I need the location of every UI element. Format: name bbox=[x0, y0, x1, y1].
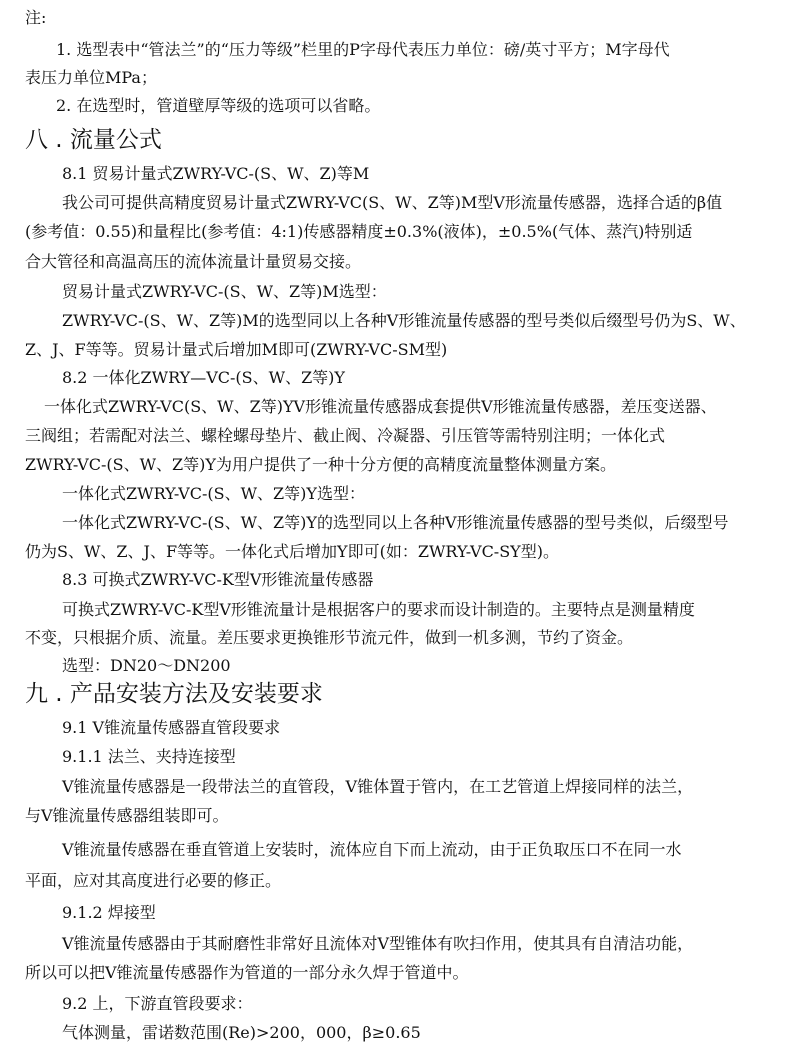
section-9-1-2-title: 9.1.2 焊接型 bbox=[62, 903, 156, 922]
section-9-1-title: 9.1 V锥流量传感器直管段要求 bbox=[62, 718, 281, 737]
section-8-1-selection-line-1: ZWRY-VC-(S、W、Z等)M的选型同以上各种V形锥流量传感器的型号类似后缀型号仍为S、W、 bbox=[62, 311, 746, 330]
section-9-1-2-paragraph-line-1: V锥流量传感器由于其耐磨性非常好且流体对V型锥体有吹扫作用，使其具有自清洁功能， bbox=[62, 934, 694, 953]
section-8-3-paragraph-line-2: 不变，只根据介质、流量。差压要求更换锥形节流元件，做到一机多测，节约了资金。 bbox=[25, 628, 634, 647]
section-8-1-paragraph-line-3: 合大管径和高温高压的流体流量计量贸易交接。 bbox=[25, 252, 362, 271]
section-9-1-1-paragraph-1-line-2: 与V锥流量传感器组装即可。 bbox=[25, 806, 229, 825]
section-8-3-title: 8.3 可换式ZWRY-VC-K型V形锥流量传感器 bbox=[62, 570, 374, 589]
section-9-heading: 九 . 产品安装方法及安装要求 bbox=[25, 681, 323, 707]
section-8-1-paragraph-line-2: (参考值：0.55)和量程比(参考值：4:1)传感器精度±0.3%(液体)，±0.5%(气体、蒸汽)特别适 bbox=[25, 222, 693, 241]
section-9-1-2-paragraph-line-2: 所以可以把V锥流量传感器作为管道的一部分永久焊于管道中。 bbox=[25, 963, 469, 982]
note-label: 注: bbox=[25, 8, 47, 27]
note-item-1-line-1: 1. 选型表中“管法兰”的“压力等级”栏里的P字母代表压力单位：磅/英寸平方；M字母代 bbox=[56, 40, 670, 59]
section-8-2-title: 8.2 一体化ZWRY—VC-(S、W、Z等)Y bbox=[62, 368, 345, 387]
section-9-1-1-title: 9.1.1 法兰、夹持连接型 bbox=[62, 747, 236, 766]
section-9-1-1-paragraph-1-line-1: V锥流量传感器是一段带法兰的直管段，V锥体置于管内，在工艺管道上焊接同样的法兰， bbox=[62, 777, 694, 796]
section-9-1-1-paragraph-2-line-1: V锥流量传感器在垂直管道上安装时，流体应自下而上流动，由于正负取压口不在同一水 bbox=[62, 840, 682, 859]
section-8-1-selection-heading: 贸易计量式ZWRY-VC-(S、W、Z等)M选型： bbox=[62, 282, 387, 301]
section-8-3-selection: 选型：DN20～DN200 bbox=[62, 656, 231, 675]
section-9-1-1-paragraph-2-line-2: 平面，应对其高度进行必要的修正。 bbox=[25, 871, 282, 890]
section-8-1-title: 8.1 贸易计量式ZWRY-VC-(S、W、Z)等M bbox=[62, 164, 370, 183]
section-8-2-paragraph-line-3: ZWRY-VC-(S、W、Z等)Y为用户提供了一种十分方便的高精度流量整体测量方案。 bbox=[25, 455, 616, 474]
section-8-heading: 八 . 流量公式 bbox=[25, 127, 162, 153]
note-item-1-line-2: 表压力单位MPa； bbox=[25, 68, 157, 87]
section-8-2-selection-line-1: 一体化式ZWRY-VC-(S、W、Z等)Y的选型同以上各种V形锥流量传感器的型号类似，后缀型号 bbox=[62, 513, 729, 532]
section-9-2-title: 9.2 上，下游直管段要求： bbox=[62, 994, 253, 1013]
note-item-2: 2. 在选型时，管道壁厚等级的选项可以省略。 bbox=[56, 96, 381, 115]
section-8-2-paragraph-line-1: 一体化式ZWRY-VC(S、W、Z等)YV形锥流量传感器成套提供V形锥流量传感器，差压变送器、 bbox=[44, 397, 717, 416]
section-8-2-paragraph-line-2: 三阀组；若需配对法兰、螺栓螺母垫片、截止阀、冷凝器、引压管等需特别注明；一体化式 bbox=[25, 426, 666, 445]
section-8-2-selection-line-2: 仍为S、W、Z、J、F等等。一体化式后增加Y即可(如：ZWRY-VC-SY型)。 bbox=[25, 542, 559, 561]
section-8-1-paragraph-line-1: 我公司可提供高精度贸易计量式ZWRY-VC(S、W、Z等)M型V形流量传感器，选择合适的β值 bbox=[62, 193, 723, 212]
section-8-3-paragraph-line-1: 可换式ZWRY-VC-K型V形锥流量计是根据客户的要求而设计制造的。主要特点是测量精度 bbox=[62, 600, 695, 619]
section-8-1-selection-line-2: Z、J、F等等。贸易计量式后增加M即可(ZWRY-VC-SM型) bbox=[25, 340, 448, 359]
section-9-2-paragraph: 气体测量，雷诺数范围(Re)>200，000，β≥0.65 bbox=[62, 1023, 421, 1042]
section-8-2-selection-heading: 一体化式ZWRY-VC-(S、W、Z等)Y选型： bbox=[62, 484, 365, 503]
